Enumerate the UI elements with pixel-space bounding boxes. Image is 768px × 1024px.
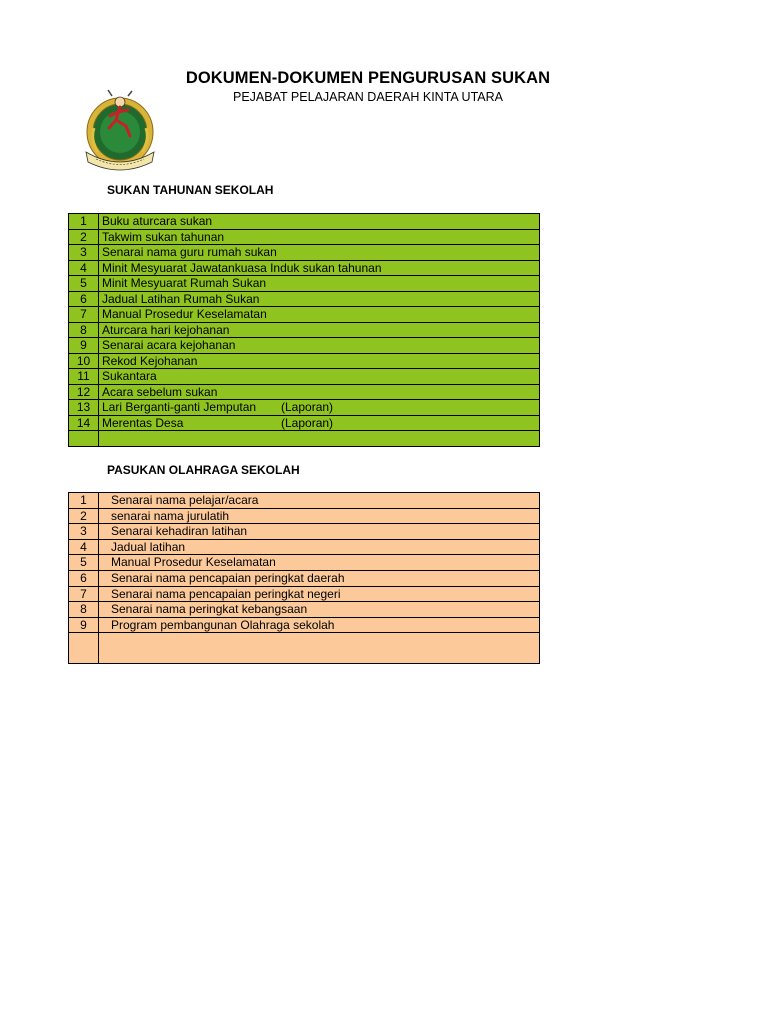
- row-number: 5: [69, 555, 99, 571]
- table-row: [69, 400, 540, 416]
- row-number: 13: [69, 400, 99, 416]
- table-row: [69, 307, 540, 323]
- row-number: 2: [69, 229, 99, 245]
- row-number: 2: [69, 508, 99, 524]
- row-item: [99, 415, 540, 431]
- row-item-label: Acara sebelum sukan: [102, 384, 218, 399]
- row-item: [99, 539, 540, 555]
- table-row: [69, 493, 540, 509]
- row-number: 9: [69, 338, 99, 354]
- row-item: [99, 602, 540, 618]
- row-item-label: Merentas Desa: [102, 415, 184, 430]
- row-item-label: Program pembangunan Olahraga sekolah: [111, 617, 335, 632]
- row-item: [99, 400, 540, 416]
- row-item: [99, 431, 540, 447]
- table-row: [69, 229, 540, 245]
- row-number: 5: [69, 276, 99, 292]
- table-row: [69, 384, 540, 400]
- table-row: [69, 633, 540, 664]
- row-item-label: Minit Mesyuarat Jawatankuasa Induk sukan tahunan: [102, 260, 382, 275]
- table-row: [69, 570, 540, 586]
- table-row: [69, 602, 540, 618]
- row-item-label: Senarai nama pencapaian peringkat daerah: [111, 571, 345, 586]
- school-sports-emblem-icon: [82, 88, 158, 174]
- row-number: 10: [69, 353, 99, 369]
- table-row: [69, 338, 540, 354]
- row-number: 3: [69, 245, 99, 261]
- row-number: 8: [69, 322, 99, 338]
- row-item: [99, 353, 540, 369]
- section-heading-pasukan-olahraga: PASUKAN OLAHRAGA SEKOLAH: [107, 463, 300, 477]
- table-row: [69, 555, 540, 571]
- row-item: [99, 384, 540, 400]
- row-item: [99, 229, 540, 245]
- row-item-label: Jadual latihan: [111, 539, 186, 554]
- row-item: [99, 291, 540, 307]
- table-row: [69, 508, 540, 524]
- row-item: [99, 338, 540, 354]
- table-row: [69, 586, 540, 602]
- row-number: 1: [69, 214, 99, 230]
- row-number: 1: [69, 493, 99, 509]
- row-item-label: Minit Mesyuarat Rumah Sukan: [102, 276, 267, 290]
- row-number: 12: [69, 384, 99, 400]
- row-item-label: Manual Prosedur Keselamatan: [102, 307, 267, 321]
- section-heading-sukan-tahunan: SUKAN TAHUNAN SEKOLAH: [107, 183, 274, 197]
- sukan-tahunan-table: [68, 213, 540, 447]
- row-item: [99, 633, 540, 664]
- table-row: [69, 617, 540, 633]
- row-item: [99, 508, 540, 524]
- row-number: 11: [69, 369, 99, 385]
- row-number: 6: [69, 291, 99, 307]
- row-number: 6: [69, 570, 99, 586]
- row-item-label: Sukantara: [102, 369, 157, 383]
- row-number: 7: [69, 307, 99, 323]
- row-item: [99, 260, 540, 276]
- row-item-label: Lari Berganti-ganti Jemputan: [102, 400, 257, 414]
- table-row: [69, 353, 540, 369]
- row-item: [99, 493, 540, 509]
- row-item: [99, 617, 540, 633]
- table-row: [69, 431, 540, 447]
- row-number: 4: [69, 539, 99, 555]
- row-item: [99, 276, 540, 292]
- row-number: [69, 431, 99, 447]
- row-note: (Laporan): [281, 400, 334, 414]
- page-title: DOKUMEN-DOKUMEN PENGURUSAN SUKAN: [185, 69, 551, 87]
- row-item-label: Buku aturcara sukan: [102, 214, 213, 228]
- row-item: [99, 586, 540, 602]
- row-item: [99, 322, 540, 338]
- row-number: 9: [69, 617, 99, 633]
- row-number: [69, 633, 99, 664]
- row-item: [99, 214, 540, 230]
- table-row: [69, 369, 540, 385]
- row-item-label: Senarai nama pelajar/acara: [111, 493, 259, 508]
- row-item-label: Senarai acara kejohanan: [102, 338, 236, 352]
- table-row: [69, 539, 540, 555]
- row-item-label: Rekod Kejohanan: [102, 353, 198, 368]
- row-item-label: Takwim sukan tahunan: [102, 229, 225, 244]
- row-number: 14: [69, 415, 99, 431]
- table-row: [69, 291, 540, 307]
- row-number: 8: [69, 602, 99, 618]
- row-item: [99, 307, 540, 323]
- row-number: 3: [69, 524, 99, 540]
- table-row: [69, 214, 540, 230]
- table-row: [69, 524, 540, 540]
- row-item: [99, 555, 540, 571]
- table-row: [69, 260, 540, 276]
- page-subtitle: PEJABAT PELAJARAN DAERAH KINTA UTARA: [233, 90, 503, 104]
- row-item: [99, 524, 540, 540]
- table-row: [69, 322, 540, 338]
- row-item: [99, 570, 540, 586]
- row-item-label: Senarai nama pencapaian peringkat negeri: [111, 586, 341, 601]
- row-item-label: Aturcara hari kejohanan: [102, 322, 230, 337]
- row-item: [99, 245, 540, 261]
- row-number: 4: [69, 260, 99, 276]
- row-item-label: Senarai nama peringkat kebangsaan: [111, 602, 308, 617]
- pasukan-olahraga-table: [68, 492, 540, 664]
- table-row: [69, 276, 540, 292]
- row-item-label: Senarai kehadiran latihan: [111, 524, 248, 539]
- row-item-label: Senarai nama guru rumah sukan: [102, 245, 277, 259]
- row-number: 7: [69, 586, 99, 602]
- row-item: [99, 369, 540, 385]
- row-note: (Laporan): [281, 415, 334, 430]
- table-row: [69, 415, 540, 431]
- row-item-label: Jadual Latihan Rumah Sukan: [102, 291, 260, 306]
- row-item-label: senarai nama jurulatih: [111, 508, 230, 523]
- row-item-label: Manual Prosedur Keselamatan: [111, 555, 276, 570]
- table-row: [69, 245, 540, 261]
